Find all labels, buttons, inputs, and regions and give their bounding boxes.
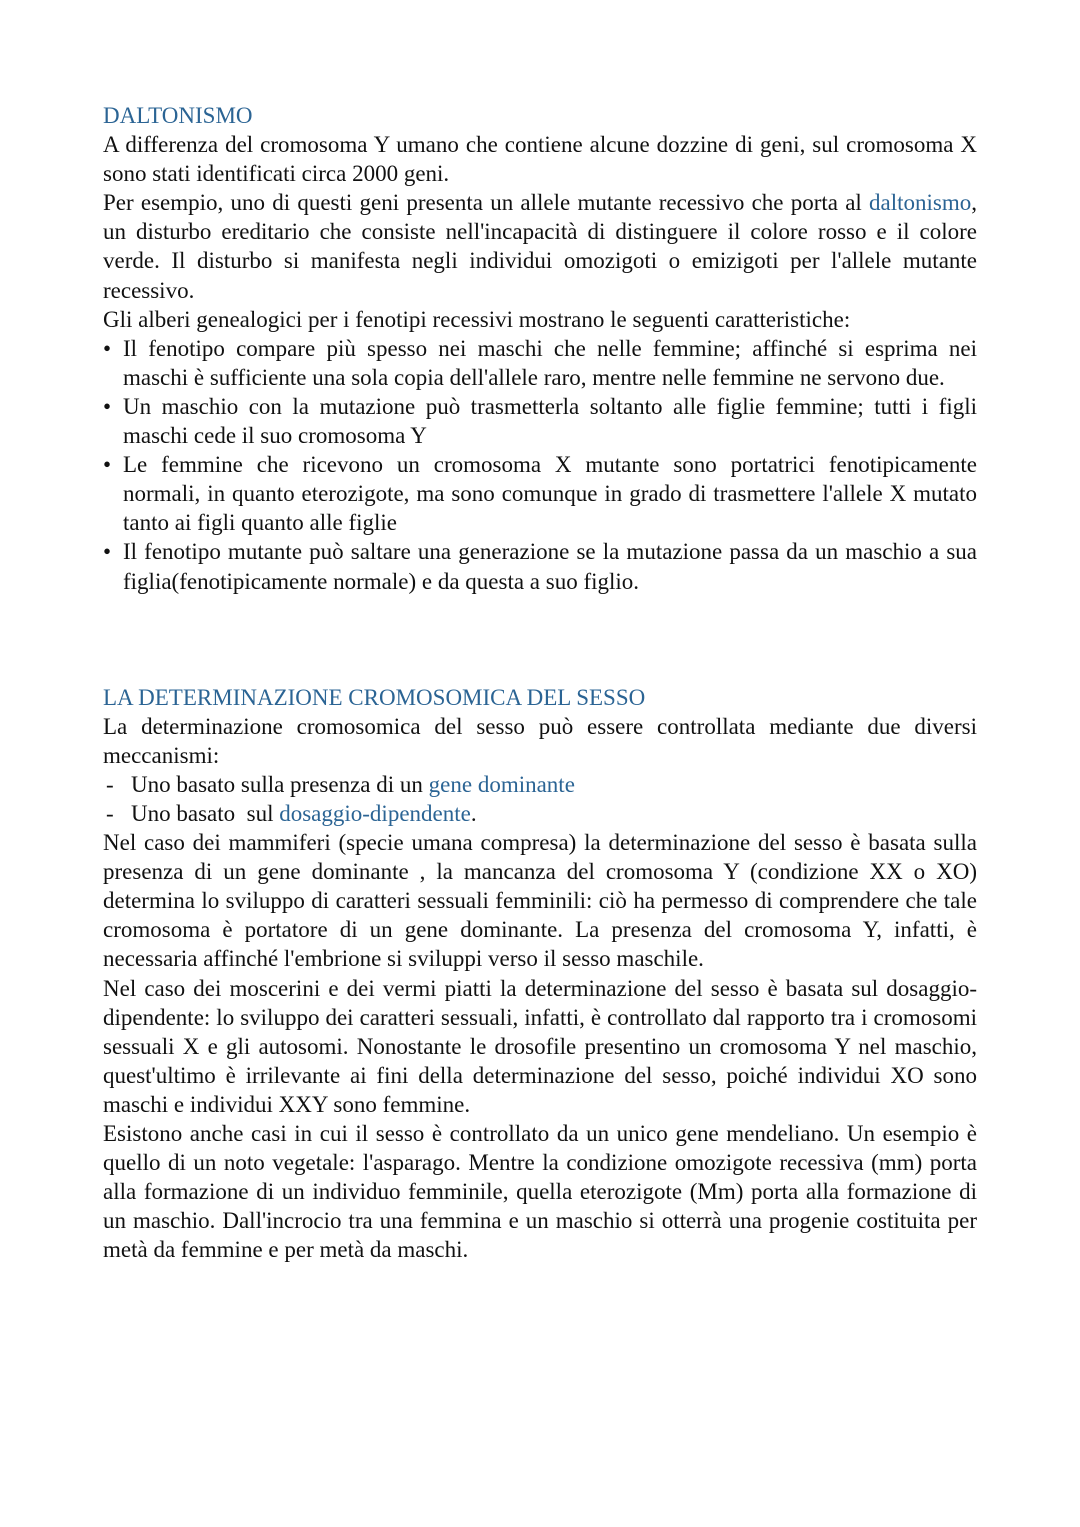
list-item-text: Uno basato sulla presenza di un [131, 771, 429, 797]
paragraph-pedigree-intro: Gli alberi genealogici per i fenotipi recessivi mostrano le seguenti caratteristiche: [103, 306, 851, 332]
list-item: • Il fenotipo mutante può saltare una generazione se la mutazione passa da un maschio a sua figlia(fenotipicamente normale) e da questa a suo figlio. [103, 537, 977, 595]
list-item: • Il fenotipo compare più spesso nei maschi che nelle femmine; affinché si esprima nei maschi è sufficiente una sola copia dell'allele raro, mentre nelle femmine ne servono due. [103, 334, 977, 392]
section-daltonismo [103, 101, 977, 596]
document-page [103, 101, 977, 1264]
term-daltonismo: daltonismo [869, 190, 972, 216]
paragraph-intro: A differenza del cromosoma Y umano che contiene alcune dozzine di geni, sul cromosoma X sono stati identificati circa 2000 geni. [103, 132, 977, 187]
mechanisms-list [103, 770, 977, 828]
paragraph-text: Per esempio, uno di questi geni presenta un allele mutante recessivo che porta al [103, 190, 870, 216]
section-sex-determination [103, 683, 977, 1265]
list-item-text: Uno basato sul [131, 800, 280, 826]
list-item: • Un maschio con la mutazione può trasmetterla soltanto alle figlie femmine; tutti i figli maschi cede il suo cromosoma Y [103, 392, 977, 450]
list-item [103, 799, 977, 828]
paragraph-drosophila: Nel caso dei moscerini e dei vermi piatti la determinazione del sesso è basata sul dosaggio-dipendente: lo sviluppo dei caratteri sessuali, infatti, è controllato dal rapporto tra i cromosomi sessuali X e gli autosomi. Nonostante le drosofile presentino un cromosoma Y nel maschio, quest'ultimo è irrilevante ai fini della determinazione del sesso, poiché individui XO sono maschi e individui XXY sono femmine. [103, 975, 977, 1117]
term-dosaggio-dipendente: dosaggio-dipendente [279, 800, 471, 826]
paragraph-daltonismo-definition [103, 188, 977, 304]
list-item [103, 770, 977, 799]
paragraph-mammals: Nel caso dei mammiferi (specie umana compresa) la determinazione del sesso è basata sulla presenza di un gene dominante , la mancanza del cromosoma Y (condizione XX o XO) determina lo sviluppo di caratteri sessuali femminili: ciò ha permesso di comprendere che tale cromosoma è portatore di un gene dominante. La presenza del cromosoma Y, infatti, è necessaria affinché l'embrione si sviluppi verso il sesso maschile. [103, 830, 977, 972]
section-title-sex-determination: LA DETERMINAZIONE CROMOSOMICA DEL SESSO [103, 684, 646, 710]
characteristics-list [103, 334, 977, 596]
list-item: • Le femmine che ricevono un cromosoma X mutante sono portatrici fenotipicamente normali, in quanto eterozigote, ma sono comunque in grado di trasmettere l'allele X mutato tanto ai figli quanto alle figlie [103, 450, 977, 537]
section-spacer [103, 596, 977, 683]
term-gene-dominante: gene dominante [428, 771, 575, 797]
section-title-daltonismo: DALTONISMO [103, 103, 253, 128]
paragraph-mechanisms-intro: La determinazione cromosomica del sesso può essere controllata mediante due diversi meccanismi: [103, 713, 977, 768]
paragraph-asparagus: Esistono anche casi in cui il sesso è controllato da un unico gene mendeliano. Un esempio è quello di un noto vegetale: l'asparago. Mentre la condizione omozigote recessiva (mm) porta alla formazione di un individuo femminile, quella eterozigote (Mm) porta alla formazione di un maschio. Dall'incrocio tra una femmina e un maschio si otterrà una progenie costituita per metà da femmine e per metà da maschi. [103, 1121, 977, 1263]
list-item-text: . [470, 800, 477, 826]
paragraph-text: , un disturbo ereditario che consiste nell'incapacità di distinguere il colore rosso e il colore verde. Il disturbo si manifesta negli individui omozigoti o emizigoti per l'allele mutante recessivo. [103, 190, 977, 303]
